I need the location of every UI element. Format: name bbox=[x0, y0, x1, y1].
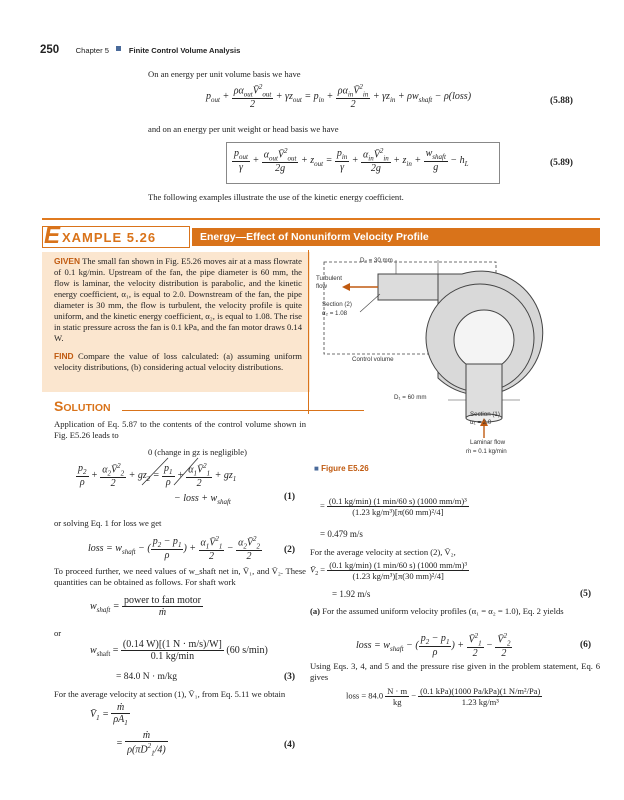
intro-para-2: and on an energy per unit weight or head basis we have bbox=[148, 124, 339, 134]
page-header bbox=[40, 40, 600, 54]
given-block bbox=[54, 256, 302, 344]
fan-inlet-eye bbox=[454, 310, 514, 370]
turbulent-flow-label: Turbulent flow bbox=[316, 275, 342, 290]
shaft-work-result: = 84.0 N · m/kg bbox=[116, 672, 178, 682]
part-a-text: For the assumed uniform velocity profiles (α₁ = α₂ = 1.0), Eq. 2 yields bbox=[322, 606, 564, 616]
loss-equation: loss = 84.0 $\frac{N \cdot m}{kg}$ − $\frac{\text{(0.1 kPa)(1000 Pa/kPa)(1 N/m²/Pa)}}{\text{1.23 kg/m³}}$ bbox=[346, 686, 541, 707]
v2-numeric-denominator: (1.23 kg/m³)[π(30 mm)²/4] bbox=[352, 571, 444, 581]
equation-5-89-number: (5.89) bbox=[550, 158, 573, 168]
example-label: XAMPLE 5.26 bbox=[62, 230, 157, 245]
example-top-rule bbox=[42, 218, 600, 220]
right-para-1: For the average velocity at section (2), V̄₂, bbox=[310, 547, 456, 557]
find-text: Compare the value of loss calculated: (a) assuming uniform velocity distributions, (b) considering actual velocity distributions. bbox=[54, 351, 302, 372]
caption-square-icon: ■ bbox=[314, 464, 319, 473]
intro-para-3: The following examples illustrate the use of the kinetic energy coefficient. bbox=[148, 192, 404, 202]
or-text: or bbox=[54, 628, 62, 638]
v2-numeric-numerator: (0.1 kg/min) (1 min/60 s) (1000 mm/m)³ bbox=[329, 560, 468, 570]
given-label: GIVEN bbox=[54, 256, 81, 266]
example-label-e: E bbox=[44, 222, 61, 249]
inlet-pipe bbox=[466, 364, 502, 418]
page-number: 250 bbox=[40, 44, 60, 56]
shaft-frac-numerator: power to fan motor bbox=[124, 595, 201, 606]
v1-expanded: = $\frac{\text{ṁ}}{\rho(\pi D^2_1/4)}$ bbox=[116, 730, 166, 758]
d2-label: D₂ = 30 mm bbox=[360, 257, 393, 264]
shaft-numeric-numerator: (0.14 W)[(1 N · m/s)/W] bbox=[122, 639, 222, 650]
equation-3-number: (3) bbox=[284, 672, 296, 682]
section2-leader bbox=[360, 294, 380, 312]
solution-para-4: For the average velocity at section (1), V̄₁, from Eq. 5.11 we obtain bbox=[54, 689, 286, 699]
d1-label: D₁ = 60 mm bbox=[394, 394, 427, 401]
loss-frac-num: (0.1 kPa)(1000 Pa/kPa)(1 N/m²/Pa) bbox=[420, 686, 541, 696]
equation-1-number: (1) bbox=[284, 492, 296, 502]
part-a-label: (a) bbox=[310, 606, 321, 616]
alpha2-label: α₂ = 1.08 bbox=[322, 310, 348, 317]
header-square-icon bbox=[116, 46, 121, 51]
part-a-block bbox=[310, 606, 600, 617]
v2-numeric: $V̄_2$ = $\frac{\text{(0.1 kg/min) (1 min/60 s) (1000 mm/m)³}}{\text{(1.23 kg/m³)[π(30 mm)²/4]}}$ bbox=[310, 560, 468, 581]
section1-label: Section (1) bbox=[470, 411, 500, 418]
shaft-numeric-multiplier: (60 s/min) bbox=[226, 644, 268, 656]
sol-note: 0 (change in gz is negligible) bbox=[148, 447, 247, 457]
v1-numeric-numerator: (0.1 kg/min) (1 min/60 s) (1000 mm/m)³ bbox=[328, 496, 467, 506]
equation-5-88: $p_{out}$ + $\frac{\rho\alpha_{out}V̄^2_{out}}{2}$ + $\gamma z_{out} = p_{in}$ + $\frac{\rho\alpha_{in}V̄^2_{in}}{2}$ + $\gamma z_{in} + \rho w_{shaft}$ − ρ(loss) bbox=[206, 83, 472, 111]
v2-result: = 1.92 m/s bbox=[332, 589, 371, 599]
section2-label: Section (2) bbox=[322, 301, 352, 308]
v1-definition: $V̄_1$ = $\frac{\text{ṁ}}{\rho A_1}$ bbox=[90, 702, 128, 727]
solution-para-2: or solving Eq. 1 for loss we get bbox=[54, 518, 162, 528]
solution-label-s: S bbox=[54, 398, 64, 414]
intro-para-1: On an energy per unit volume basis we have bbox=[148, 69, 301, 79]
loss-units-den: kg bbox=[392, 697, 402, 707]
equation-5-number: (5) bbox=[580, 589, 592, 599]
find-label: FIND bbox=[54, 351, 74, 361]
solution-vertical-rule bbox=[308, 250, 309, 414]
shaft-work-definition: $w_{shaft}$ = $\frac{\text{power to fan motor}}{\text{ṁ}}$ bbox=[90, 595, 201, 618]
control-volume-label: Control volume bbox=[352, 356, 394, 363]
solution-label: OLUTION bbox=[63, 402, 111, 414]
equation-1-line-2: − loss + $w_{shaft}$ bbox=[174, 493, 231, 506]
v1-numeric: = $\frac{\text{(0.1 kg/min) (1 min/60 s) (1000 mm/m)³}}{\text{(1.23 kg/m³)[π(60 mm)²/4]}}$ bbox=[320, 496, 467, 517]
solution-header bbox=[54, 398, 308, 414]
alpha1-label: α₁ = 2.0 bbox=[470, 419, 492, 426]
example-banner bbox=[42, 222, 600, 249]
shaft-numeric-denominator: 0.1 kg/min bbox=[150, 651, 195, 662]
right-para-2: Using Eqs. 3, 4, and 5 and the pressure rise given in the problem statement, Eq. 6 gives bbox=[310, 661, 600, 682]
equation-4-number: (4) bbox=[284, 740, 296, 750]
solution-para-1: Application of Eq. 5.87 to the contents of the control volume shown in Fig. E5.26 leads to bbox=[54, 419, 306, 440]
find-block bbox=[54, 351, 302, 373]
loss-frac-den: 1.23 kg/m³ bbox=[461, 697, 499, 707]
figure-caption bbox=[314, 464, 369, 473]
equation-1: $\frac{p_2}{\rho}$ + $\frac{\alpha_2V̄^2_2}{2}$ + $gz_2$ = $\frac{p_1}{\rho}$ + $\frac{\alpha_1V̄^2_1}{2}$ + $gz_1$ bbox=[78, 462, 237, 490]
loss-equation-left: loss = 84.0 bbox=[346, 690, 384, 701]
equation-5-88-number: (5.88) bbox=[550, 96, 573, 106]
shaft-work-numeric: $w_{shaft}$ = $\frac{(0.14 W)[(1 N \cdot m/s)/W]}{0.1 kg/\min}$ (60 s/min) bbox=[90, 639, 268, 662]
caption-text: Figure E5.26 bbox=[321, 464, 369, 473]
v1-numeric-denominator: (1.23 kg/m³)[π(60 mm)²/4] bbox=[352, 507, 444, 517]
equation-6-number: (6) bbox=[580, 640, 592, 650]
equation-5-89: $\frac{p_{out}}{\gamma}$ + $\frac{\alpha_{out}V̄^2_{out}}{2g}$ + $z_{out}$ = $\frac{p_{in}}{\gamma}$ + $\frac{\alpha_{in}V̄^2_{in}}{2g}$ + $z_{in}$ + $\frac{w_{shaft}}{g}$ − $h_L$ bbox=[234, 147, 469, 175]
equation-2-number: (2) bbox=[284, 545, 296, 555]
given-text: The small fan shown in Fig. E5.26 moves air at a mass flowrate of 0.1 kg/min. Upstream of the fan, the pipe diameter is 60 mm, the flow is laminar, the velocity distribution is parabolic, and the kinetic energy coefficient, α₁, is equal to 2.0. Downstream of the fan, the pipe diameter is 30 mm, the flow is turbulent, the velocity profile is quite uniform, and the kinetic energy coefficient, α₂, is equal to 1.08. The rise in static pressure across the fan is 0.1 kPa, and the fan motor draws 0.14 W. bbox=[54, 256, 302, 343]
chapter-label: Chapter 5 bbox=[75, 46, 109, 55]
outlet-pipe bbox=[378, 274, 438, 300]
loss-units-num: N · m bbox=[387, 686, 408, 696]
laminar-flow-label: Laminar flow bbox=[470, 439, 506, 446]
equation-2: loss = $w_{shaft}$ − ( $\frac{p_2 - p_1}{\rho}$ ) + $\frac{\alpha_1V̄^2_1}{2}$ − $\frac{\alpha_2V̄^2_2}{2}$ bbox=[88, 535, 260, 563]
mdot-label: ṁ = 0.1 kg/min bbox=[466, 448, 507, 455]
section-title: Finite Control Volume Analysis bbox=[128, 46, 241, 55]
solution-para-3: To proceed further, we need values of w_shaft net in, V̄₁, and V̄₂. These quantities can be obtained as follows. For shaft work bbox=[54, 566, 306, 587]
equation-6: loss = $w_{shaft}$ − ( $\frac{p_2 - p_1}{\rho}$ ) + $\frac{V̄^2_1}{2}$ − $\frac{V̄^2_2}{2}$ bbox=[356, 632, 511, 660]
example-title: Energy—Effect of Nonuniform Velocity Profile bbox=[200, 231, 429, 243]
v1-result: = 0.479 m/s bbox=[320, 529, 363, 539]
